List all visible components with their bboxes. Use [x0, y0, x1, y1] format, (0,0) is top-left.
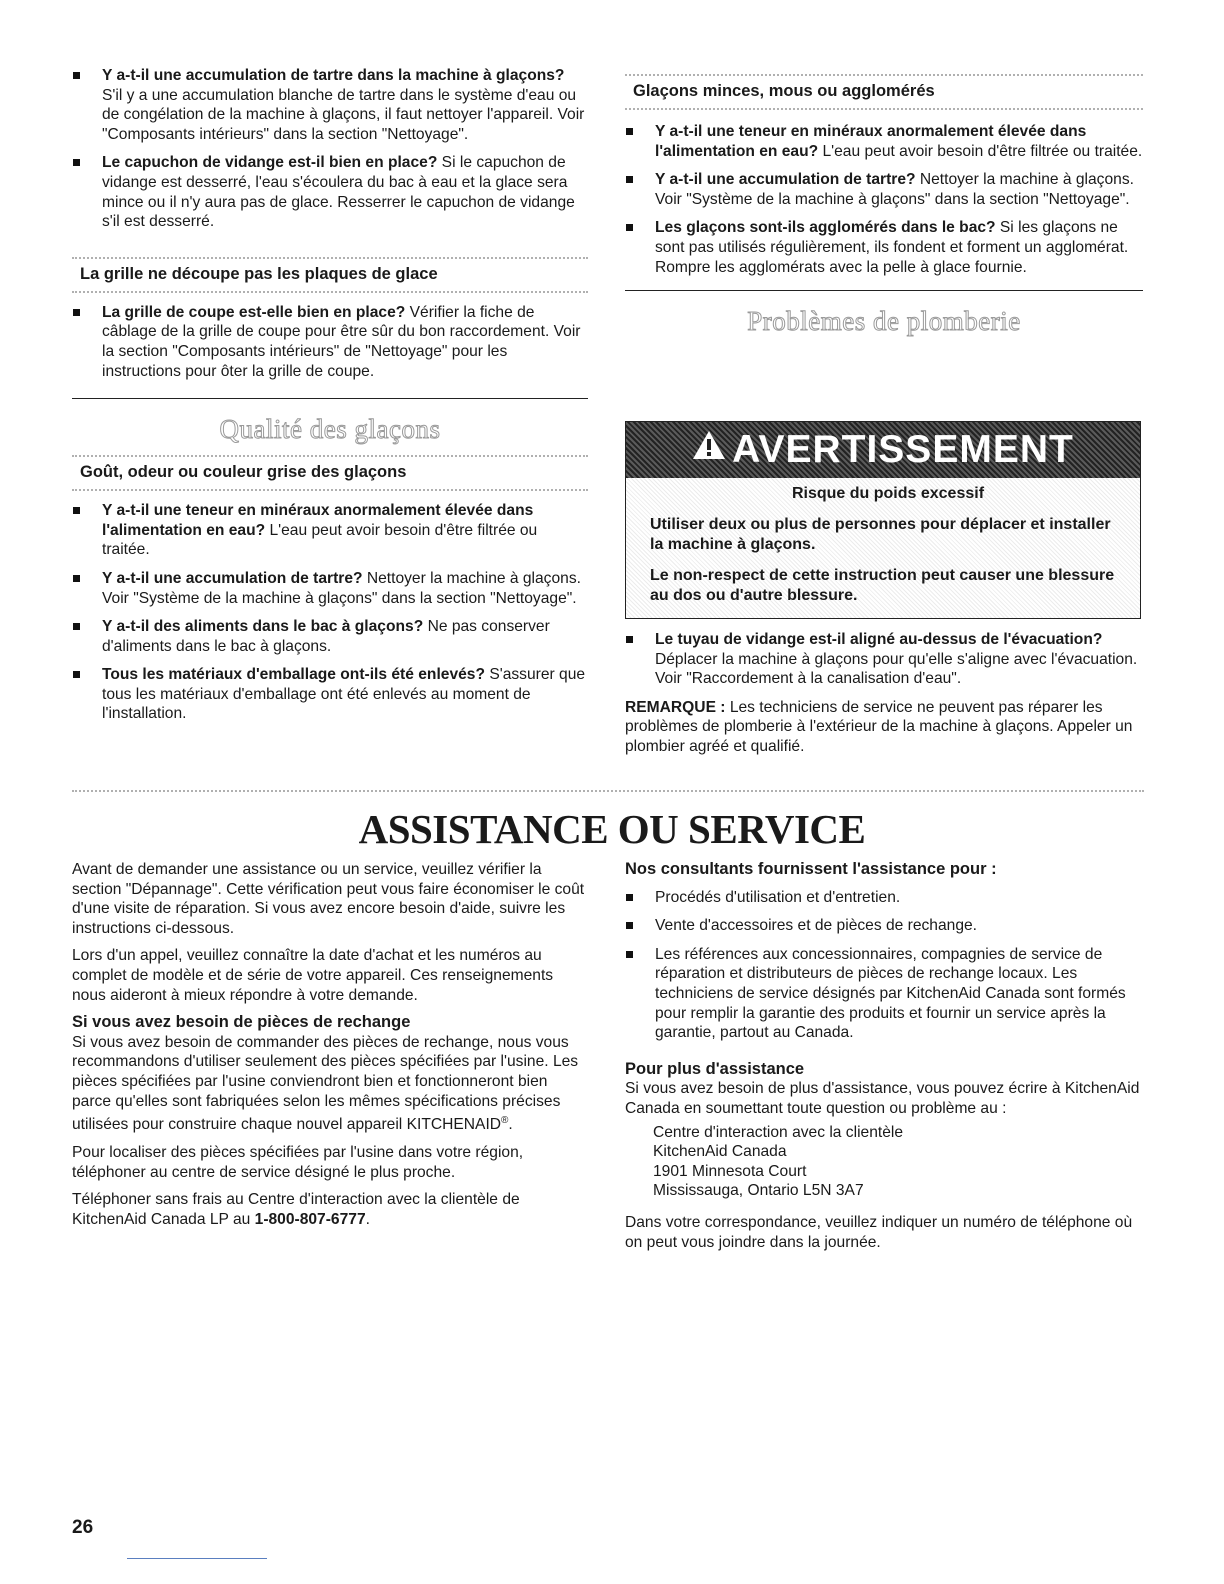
- bullet-list: [72, 303, 588, 381]
- localiser-paragraph: Pour localiser des pièces spécifiées par l'usine dans votre région, téléphoner au centre de service désigné le plus proche.: [72, 1143, 524, 1181]
- address-line: KitchenAid Canada: [653, 1143, 787, 1161]
- section-title-plomberie: Problèmes de plomberie: [747, 306, 1021, 337]
- warning-box: [625, 421, 1141, 619]
- bullet-list: [625, 122, 1143, 277]
- page-title: ASSISTANCE OU SERVICE: [358, 806, 866, 852]
- address-block: [625, 1123, 1143, 1201]
- assistance-left-column: [72, 860, 588, 1229]
- remarque: REMARQUE : Les techniciens de service ne peuvent pas réparer les problèmes de plomberie à l'extérieur de la machine à glaçons. Appeler un plombier agréé et qualifié.: [625, 698, 1133, 755]
- assistance-right-column: [625, 860, 1143, 1252]
- warning-banner: AVERTISSEMENT: [626, 422, 1140, 478]
- bullet-list: [625, 888, 1143, 1043]
- warning-risk: Risque du poids excessif: [791, 485, 985, 502]
- pieces-paragraph: Si vous avez besoin de commander des pièces de rechange, nous vous recommandons d'utiliser seulement des pièces spécifiées par l'usine. Les pièces spécifiées par l'usine conviendront bien et fonctionneront bien parce qu'elles sont fabriquées selon les mêmes spécifications précises utilisées pour construire chaque nouvel appareil KITCHENAID®.: [72, 1033, 579, 1134]
- heading-minces: Glaçons minces, mous ou agglomérés: [625, 74, 1143, 110]
- list-item: Vente d'accessoires et de pièces de rechange.: [625, 916, 1143, 936]
- list-item: Les glaçons sont-ils agglomérés dans le bac? Si les glaçons ne sont pas utilisés régulièrement, ils fondent et forment un agglomérat. Rompre les agglomérats avec la pelle à glace fournie.: [625, 218, 1143, 277]
- warning-line-1: Utiliser deux ou plus de personnes pour déplacer et installer la machine à glaçons.: [650, 516, 1111, 553]
- address-line: 1901 Minnesota Court: [653, 1162, 807, 1180]
- plus-paragraph: Si vous avez besoin de plus d'assistance, vous pouvez écrire à KitchenAid Canada en soumettant toute question ou problème au :: [625, 1080, 1140, 1117]
- warning-triangle-icon: [692, 430, 726, 460]
- right-column: [625, 74, 1143, 337]
- bullet-list: [72, 66, 588, 232]
- address-line: Mississauga, Ontario L5N 3A7: [653, 1182, 864, 1200]
- full-width-separator: [72, 790, 1144, 792]
- list-item: Les références aux concessionnaires, compagnies de service de réparation et distributeurs de pièces de rechange locaux. Les techniciens de service désignés par KitchenAid Canada sont formés pour remplir la garantie des produits et fournir un service après la garantie, partout au Canada.: [625, 945, 1143, 1043]
- warning-line-2: Le non-respect de cette instruction peut causer une blessure au dos ou d'autre blessure.: [650, 567, 1115, 604]
- list-item: La grille de coupe est-elle bien en place? Vérifier la fiche de câblage de la grille de coupe pour être sûr du bon raccordement. Voir la section "Composants intérieurs" de "Nettoyage" pour les instructions pour ôter la grille de coupe.: [72, 303, 588, 381]
- section-title-qualite: Qualité des glaçons: [219, 414, 441, 445]
- heading-plus: Pour plus d'assistance: [625, 1059, 805, 1078]
- list-item: Le capuchon de vidange est-il bien en place? Si le capuchon de vidange est desserré, l'eau s'écoulera du bac à eau et la glace sera mince ou il n'y aura pas de glace. Resserrer le capuchon de vidange s'il est desserré.: [72, 153, 588, 231]
- list-item: Y a-t-il une teneur en minéraux anormalement élevée dans l'alimentation en eau? L'eau peut avoir besoin d'être filtrée ou traitée.: [72, 501, 588, 560]
- page-number: 26: [72, 1517, 94, 1538]
- list-item: Y a-t-il une accumulation de tartre dans la machine à glaçons? S'il y a une accumulation blanche de tartre dans le système d'eau ou de congélation de la machine à glaçons, il faut nettoyer l'appareil. Voir "Composants intérieurs" dans la section "Nettoyage".: [72, 66, 588, 144]
- intro-paragraph-1: Avant de demander une assistance ou un service, veuillez vérifier la section "Dépannage". Cette vérification peut vous faire économiser le coût d'une visite de réparation. Si vous avez encore besoin d'aide, suivre les instructions ci-dessous.: [72, 861, 585, 937]
- phone-paragraph: Téléphoner sans frais au Centre d'interaction avec la clientèle de KitchenAid Canada LP au 1-800-807-6777.: [72, 1191, 520, 1228]
- address-line: Centre d'interaction avec la clientèle: [653, 1123, 904, 1141]
- right-column-lower: [625, 630, 1143, 757]
- warning-text: [650, 484, 1126, 617]
- bullet-list: [625, 630, 1143, 689]
- heading-consultants: Nos consultants fournissent l'assistance pour :: [625, 860, 997, 878]
- heading-pieces: Si vous avez besoin de pièces de rechange: [72, 1013, 411, 1032]
- list-item: Y a-t-il une teneur en minéraux anormalement élevée dans l'alimentation en eau? L'eau peut avoir besoin d'être filtrée ou traitée.: [625, 122, 1143, 161]
- phone-number: 1-800-807-6777: [254, 1210, 366, 1228]
- heading-gout: Goût, odeur ou couleur grise des glaçons: [72, 455, 588, 491]
- footer-line: [127, 1558, 267, 1559]
- list-item: Tous les matériaux d'emballage ont-ils été enlevés? S'assurer que tous les matériaux d'emballage ont été enlevés au moment de l'installation.: [72, 665, 588, 724]
- list-item: Y a-t-il une accumulation de tartre? Nettoyer la machine à glaçons. Voir "Système de la machine à glaçons" dans la section "Nettoyage".: [625, 170, 1143, 209]
- list-item: Y a-t-il une accumulation de tartre? Nettoyer la machine à glaçons. Voir "Système de la machine à glaçons" dans la section "Nettoyage".: [72, 569, 588, 608]
- intro-paragraph-2: Lors d'un appel, veuillez connaître la date d'achat et les numéros au complet de modèle et de série de votre appareil. Ces renseignements nous aideront à mieux répondre à votre demande.: [72, 947, 554, 1004]
- heading-grille: La grille ne découpe pas les plaques de glace: [72, 257, 588, 293]
- left-column: [72, 66, 588, 733]
- list-item: Le tuyau de vidange est-il aligné au-dessus de l'évacuation? Déplacer la machine à glaçons pour qu'elle s'aligne avec l'évacuation. Voir "Raccordement à la canalisation d'eau".: [625, 630, 1143, 689]
- list-item: Y a-t-il des aliments dans le bac à glaçons? Ne pas conserver d'aliments dans le bac à glaçons.: [72, 617, 588, 656]
- correspondance-paragraph: Dans votre correspondance, veuillez indiquer un numéro de téléphone où on peut vous joindre dans la journée.: [625, 1213, 1133, 1251]
- bullet-list: [72, 501, 588, 724]
- list-item: Procédés d'utilisation et d'entretien.: [625, 888, 1143, 908]
